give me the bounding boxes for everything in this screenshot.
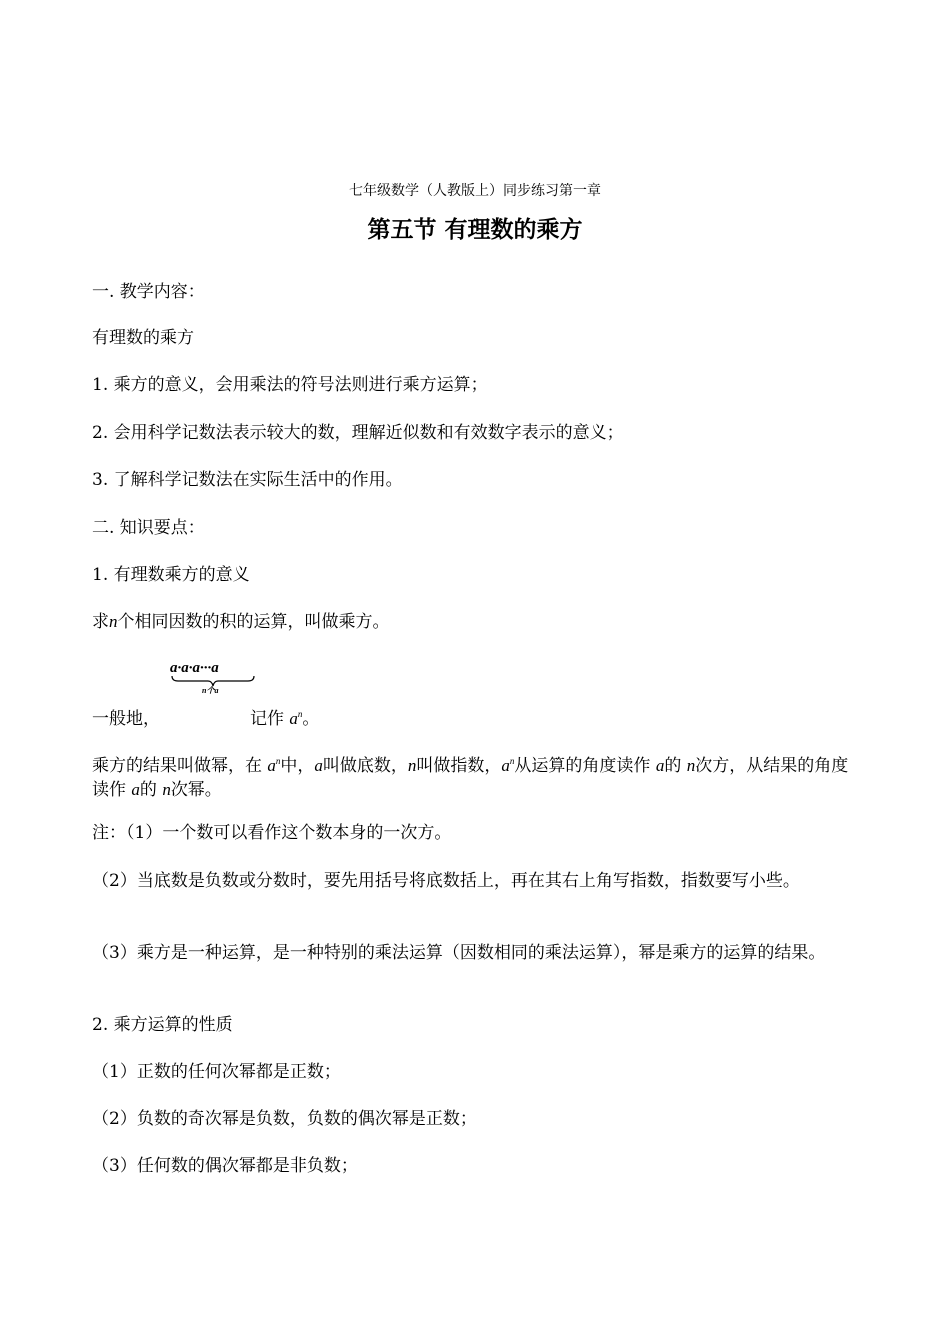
formula-top-text: a·a·a···a (170, 660, 219, 676)
list-item: 2. 会用科学记数法表示较大的数，理解近似数和有效数字表示的意义； (92, 423, 624, 443)
definition-post: 个相同因数的积的运算，叫做乘方。 (117, 612, 390, 632)
general-end: 。 (302, 709, 320, 729)
power-definition-paragraph (92, 749, 858, 802)
section-heading-teaching-content: 一. 教学内容： (92, 282, 205, 302)
text-span: 从运算的角度读作 (514, 756, 656, 776)
variable-n: n (162, 780, 171, 799)
variable-n: n (686, 756, 696, 775)
property-item: （3）任何数的偶次幂都是非负数； (92, 1156, 358, 1176)
base-a: a (289, 709, 298, 728)
variable-a: a (655, 756, 665, 775)
section-heading-key-points: 二. 知识要点： (92, 518, 205, 538)
text-span: 叫做底数， (322, 756, 408, 776)
document-title: 第五节 有理数的乘方 (367, 217, 583, 243)
exponent-n: n (275, 756, 281, 766)
underbrace-shape (172, 676, 254, 686)
variable-a: a (267, 756, 276, 775)
note-item: （2）当底数是负数或分数时，要先用括号将底数括上，再在其右上角写指数，指数要写小些。 (92, 871, 800, 891)
exponent-n: n (509, 756, 515, 766)
point-title: 2. 乘方运算的性质 (92, 1015, 233, 1035)
text-span: 次方，从结果的角度读作 (92, 756, 849, 800)
note-item: （3）乘方是一种运算，是一种特别的乘法运算（因数相同的乘法运算），幂是乘方的运算的结果。 (92, 943, 826, 963)
text-span: 中， (280, 756, 315, 776)
property-item: （2）负数的奇次幂是负数，负数的偶次幂是正数； (92, 1109, 477, 1129)
point-title: 1. 有理数乘方的意义 (92, 565, 250, 585)
text-span: 次幂。 (170, 780, 222, 800)
variable-a: a (501, 756, 510, 775)
product-formula-image (168, 656, 258, 696)
topic-text: 有理数的乘方 (92, 328, 194, 348)
general-notation-line (92, 702, 858, 731)
note-item: 注：（1）一个数可以看作这个数本身的一次方。 (92, 823, 452, 843)
definition-text (92, 610, 858, 634)
variable-n: n (407, 756, 417, 775)
property-item: （1）正数的任何次幂都是正数； (92, 1062, 341, 1082)
text-span: 叫做指数， (416, 756, 502, 776)
text-span: 的 (139, 780, 163, 800)
list-item: 1. 乘方的意义，会用乘法的符号法则进行乘方运算； (92, 375, 488, 395)
variable-n: n (109, 612, 118, 631)
definition-pre: 求 (92, 612, 109, 632)
formula-bottom-text: n个a (202, 686, 219, 695)
exponent-n: n (297, 709, 303, 719)
list-item: 3. 了解科学记数法在实际生活中的作用。 (92, 470, 403, 490)
general-pre: 一般地， (92, 709, 160, 729)
document-subtitle: 七年级数学（人教版上）同步练习第一章 (349, 183, 601, 199)
variable-a: a (131, 780, 140, 799)
text-span: 乘方的结果叫做幂，在 (92, 756, 268, 776)
variable-a: a (314, 756, 323, 775)
text-span: 的 (664, 756, 687, 776)
general-mid: 记作 (250, 709, 290, 729)
